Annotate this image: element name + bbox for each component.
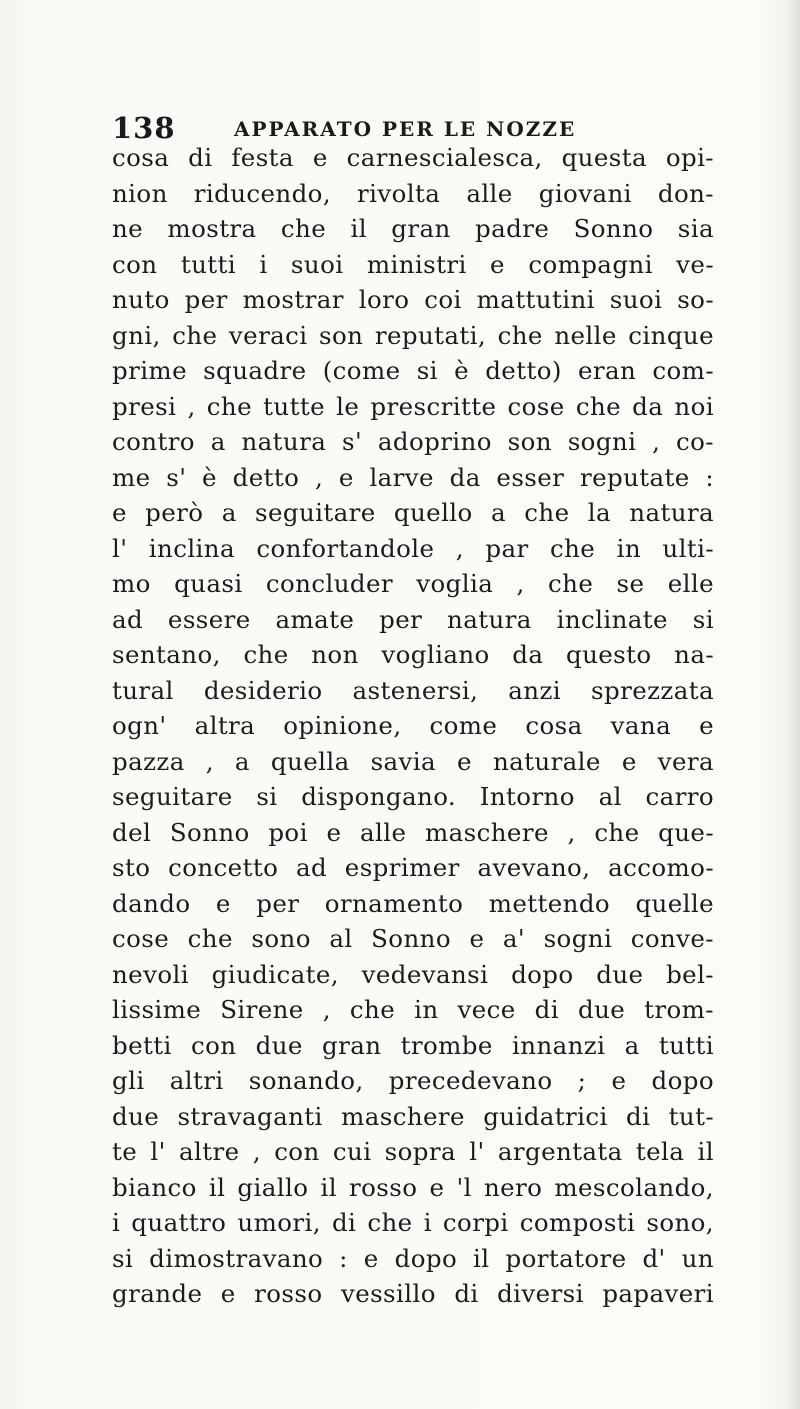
text-line: seguitare si dispongano. Intorno al carro [112,782,714,811]
page-edge-shadow [786,0,800,1409]
text-line: tural desiderio astenersi, anzi sprezzata [112,675,714,705]
text-line: gli altri sonando, precedevano ; e dopo [112,1066,714,1095]
text-line: l' inclina confortandole , par che in ulti- [112,533,714,563]
text-line: sto concetto ad esprimer avevano, accomo- [112,853,714,882]
text-line: grande e rosso vessillo di diversi papaveri [112,1279,714,1308]
text-line: prime squadre (come si è detto) eran com- [112,356,714,385]
text-line: presi , che tutte le prescritte cose che da noi [112,391,714,421]
text-line: ogn' altra opinione, come cosa vana e [112,711,714,740]
page-number: 138 [112,111,176,145]
text-line: i quattro umori, di che i corpi composti sono, [112,1208,714,1237]
text-line: bianco il giallo il rosso e 'l nero mescolando, [112,1172,714,1202]
text-line: e però a seguitare quello a che la natura [112,498,714,527]
text-line: te l' altre , con cui sopra l' argentata tela il [112,1137,714,1166]
text-line: si dimostravano : e dopo il portatore d' un [112,1243,714,1273]
running-head: APPARATO PER LE NOZZE [234,117,577,141]
text-line: due stravaganti maschere guidatrici di tut- [112,1101,714,1131]
text-line: gni, che veraci son reputati, che nelle cinque [112,320,714,350]
text-line: del Sonno poi e alle maschere , che que- [112,817,714,847]
text-line: me s' è detto , e larve da esser reputate : [112,462,714,492]
text-line: betti con due gran trombe innanzi a tutti [112,1030,714,1060]
text-line: cose che sono al Sonno e a' sogni conve- [112,924,714,953]
text-line: nevoli giudicate, vedevansi dopo due bel- [112,959,714,989]
text-line: lissime Sirene , che in vece di due trom- [112,995,714,1024]
text-line: contro a natura s' adoprino son sogni , co- [112,427,714,456]
text-line: ad essere amate per natura inclinate si [112,604,714,634]
text-line: cosa di festa e carnescialesca, questa opi- [112,143,714,172]
body-text [112,140,714,1312]
text-line: ne mostra che il gran padre Sonno sia [112,214,714,243]
text-line: sentano, che non vogliano da questo na- [112,640,714,669]
text-line: con tutti i suoi ministri e compagni ve- [112,249,714,279]
text-line: nion riducendo, rivolta alle giovani don- [112,178,714,208]
text-line: nuto per mostrar loro coi mattutini suoi so- [112,285,714,314]
text-line: mo quasi concluder voglia , che se elle [112,569,714,598]
text-line: dando e per ornamento mettendo quelle [112,888,714,918]
text-line: pazza , a quella savia e naturale e vera [112,746,714,776]
